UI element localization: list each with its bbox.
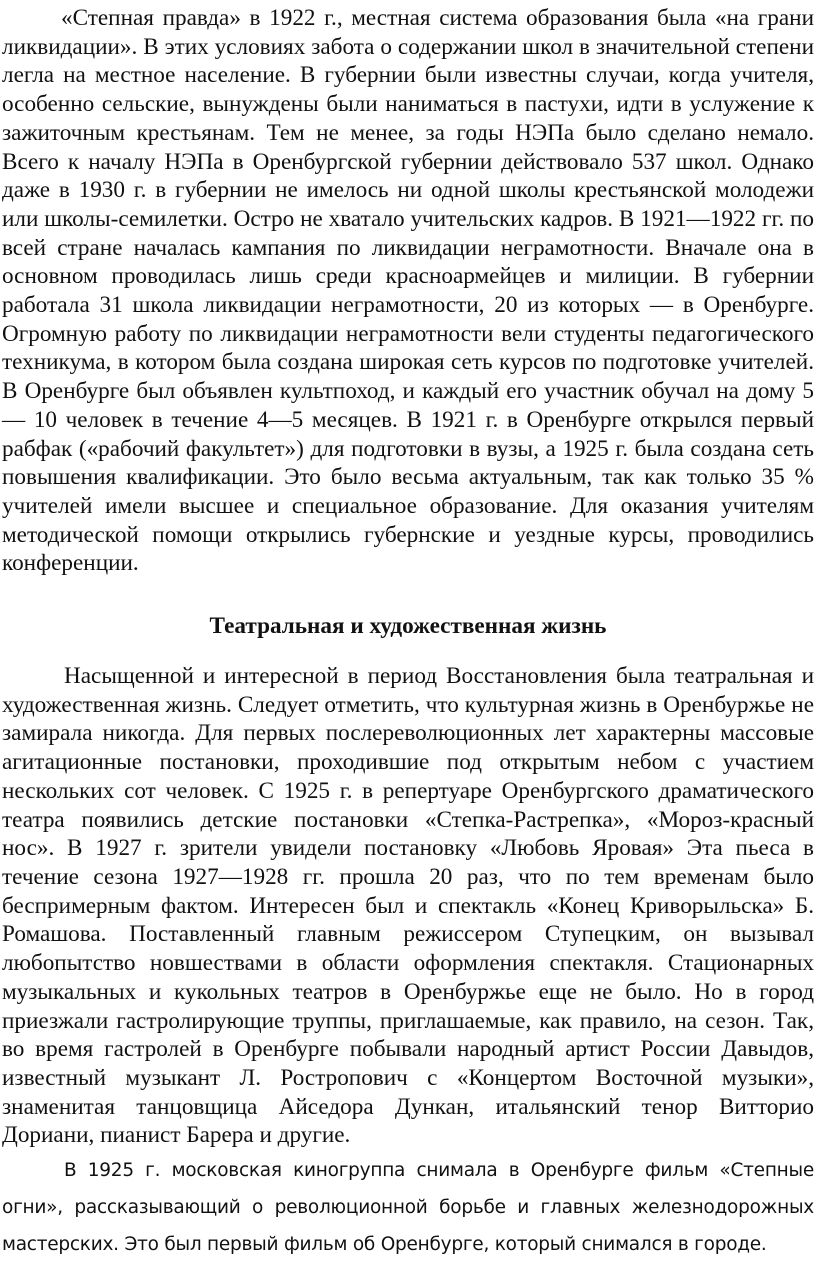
paragraph-education: «Степная правда» в 1922 г., местная система образования была «на грани ликвидации». В этих условиях забота о содержании школ в значительной степени легла на местное население. В губернии были известны случаи, когда учителя, особенно сельские, вынуждены были наниматься в пастухи, идти в услужение к зажиточным крестьянам. Тем не менее, за годы НЭПа было сделано немало. Всего к началу НЭПа в Оренбургской губернии действовало 537 школ. Однако даже в 1930 г. в губернии не имелось ни одной школы крестьянской молодежи или школы-семилетки. Остро не хватало учительских кадров. В 1921—1922 гг. по всей стране началась кампания по ликвидации неграмотности. Вначале она в основном проводилась лишь среди красноармейцев и милиции. В губернии работала 31 школа ликвидации неграмотности, 20 из которых — в Оренбурге. Огромную работу по ликвидации неграмотности вели студенты педагогического техникума, в котором была создана широкая сеть курсов по подготовке учителей. В Оренбурге был объявлен культпоход, и каждый его участник обучал на дому 5— 10 человек в течение 4—5 месяцев. В 1921 г. в Оренбурге открылся первый рабфак («рабочий факультет») для подготовки в вузы, а 1925 г. была создана сеть повышения квалификации. Это было весьма актуальным, так как только 35 % учителей имели высшее и специальное образование. Для оказания учителям методической помощи открылись губернские и уездные курсы, проводились конференции. <box>2 5 814 577</box>
paragraph-theatre: Насыщенной и интересной в период Восстановления была театральная и художественная жизнь. Следует отметить, что культурная жизнь в Оренбуржье не замирала никогда. Для первых послереволюционных лет характерны массовые агитационные постановки, проходившие под открытым небом с участием нескольких сот человек. С 1925 г. в репертуаре Оренбургского драматического театра появились детские постановки «Степка-Растрепка», «Мороз-красный нос». В 1927 г. зрители увидели постановку «Любовь Яровая» Эта пьеса в течение сезона 1927—1928 гг. прошла 20 раз, что по тем временам было беспримерным фактом. Интересен был и спектакль «Конец Криворыльска» Б. Ромашова. Поставленный главным режиссером Ступецким, он вызывал любопытство новшествами в области оформления спектакля. Стационарных музыкальных и кукольных театров в Оренбуржье еще не было. Но в город приезжали гастролирующие труппы, приглашаемые, как правило, на сезон. Так, во время гастролей в Оренбурге побывали народный артист России Давыдов, известный музыкант Л. Ростропович с «Концертом Восточной музыки», знаменитая танцовщица Айседора Дункан, итальянский тенор Витторио Дориани, пианист Барера и другие. <box>2 663 814 1149</box>
section-heading: Театральная и художественная жизнь <box>209 613 607 640</box>
paragraph-film: В 1925 г. московская киногруппа снимала в Оренбурге фильм «Степные огни», рассказывающий о революционной борьбе и главных железнодорожных мастерских. Это был первый фильм об Оренбурге, который снимался в городе. <box>2 1160 814 1256</box>
